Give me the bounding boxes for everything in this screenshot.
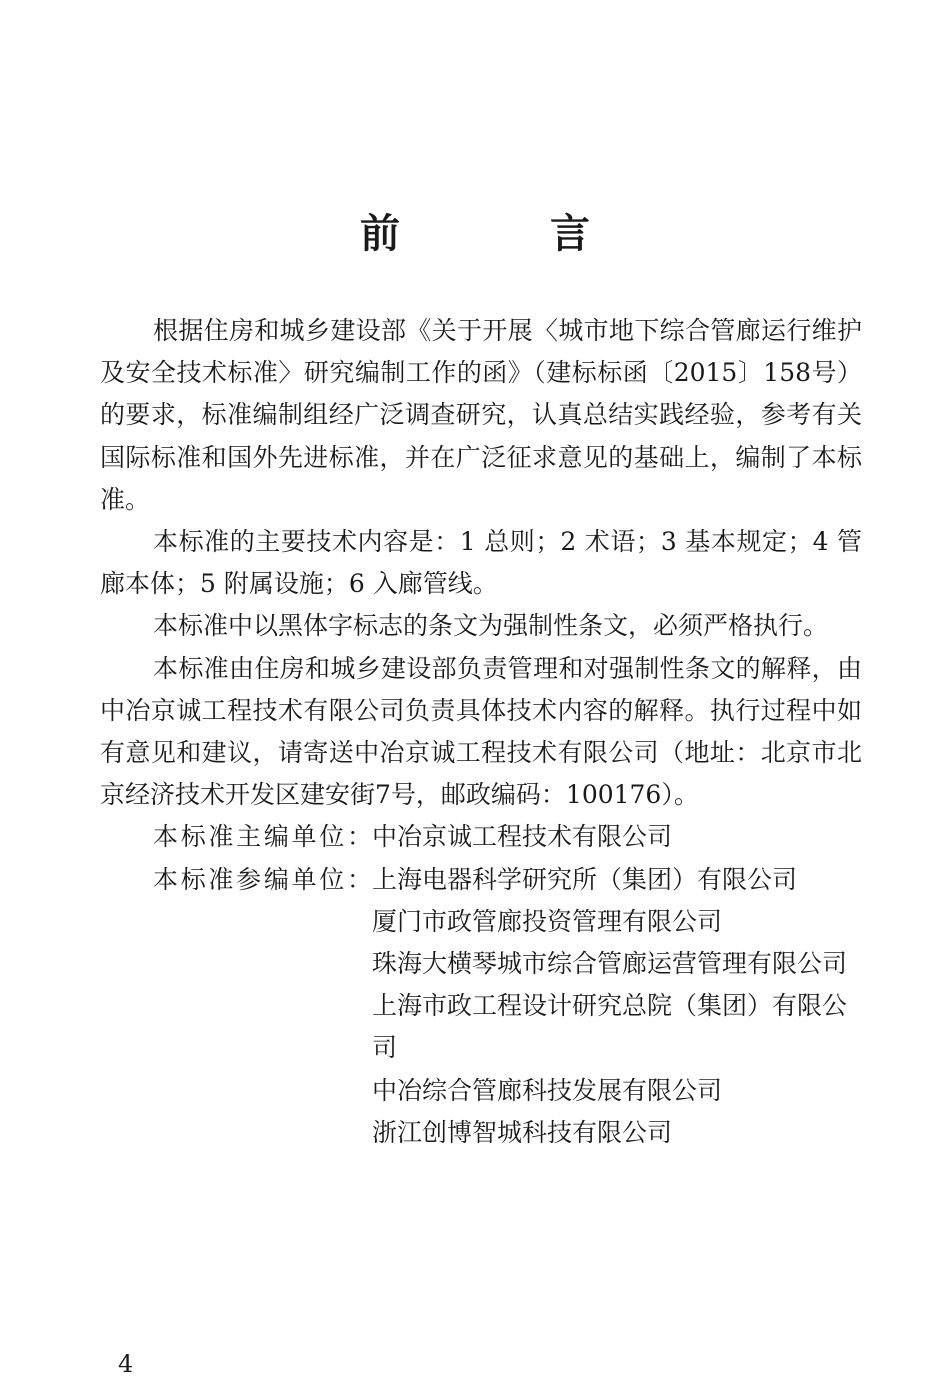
- paragraph-mandatory-clauses: 本标准中以黑体字标志的条文为强制性条文，必须严格执行。: [153, 611, 829, 641]
- participating-editor-units: [100, 859, 862, 1154]
- participating-editor-name: 上海电器科学研究所（集团）有限公司: [372, 864, 798, 894]
- page-title: 前 言: [360, 210, 658, 257]
- participating-editor-label: 本标准参编单位：: [153, 864, 372, 894]
- preface-body: [100, 310, 862, 1154]
- participating-editor-name: 厦门市政管廊投资管理有限公司: [372, 906, 723, 936]
- participating-editor-list: [372, 859, 862, 1154]
- chief-editor-label: 本标准主编单位：: [153, 822, 372, 852]
- chief-editor-name: 中冶京诚工程技术有限公司: [372, 822, 673, 852]
- participating-editor-name: 上海市政工程设计研究总院（集团）有限公司: [372, 991, 848, 1063]
- paragraph-basis: 根据住房和城乡建设部《关于开展〈城市地下综合管廊运行维护及安全技术标准〉研究编制工作的函》（建标标函〔2015〕158号）的要求，标准编制组经广泛调查研究，认真总结实践经验，参考有关国际标准和国外先进标准，并在广泛征求意见的基础上，编制了本标准。: [100, 316, 862, 514]
- participating-editor-name: 珠海大横琴城市综合管廊运营管理有限公司: [372, 949, 848, 979]
- participating-editor-name: 浙江创博智城科技有限公司: [372, 1117, 673, 1147]
- page-number: 4: [118, 1350, 134, 1378]
- chief-editor-unit: [100, 816, 862, 858]
- participating-editor-name: 中冶综合管廊科技发展有限公司: [372, 1075, 723, 1105]
- paragraph-management: 本标准由住房和城乡建设部负责管理和对强制性条文的解释，由中冶京诚工程技术有限公司负责具体技术内容的解释。执行过程中如有意见和建议，请寄送中冶京诚工程技术有限公司（地址：北京市北京经济技术开发区建安街7号，邮政编码：100176）。: [100, 653, 862, 810]
- paragraph-main-content: 本标准的主要技术内容是：1 总则；2 术语；3 基本规定；4 管廊本体；5 附属设施；6 入廊管线。: [100, 527, 862, 599]
